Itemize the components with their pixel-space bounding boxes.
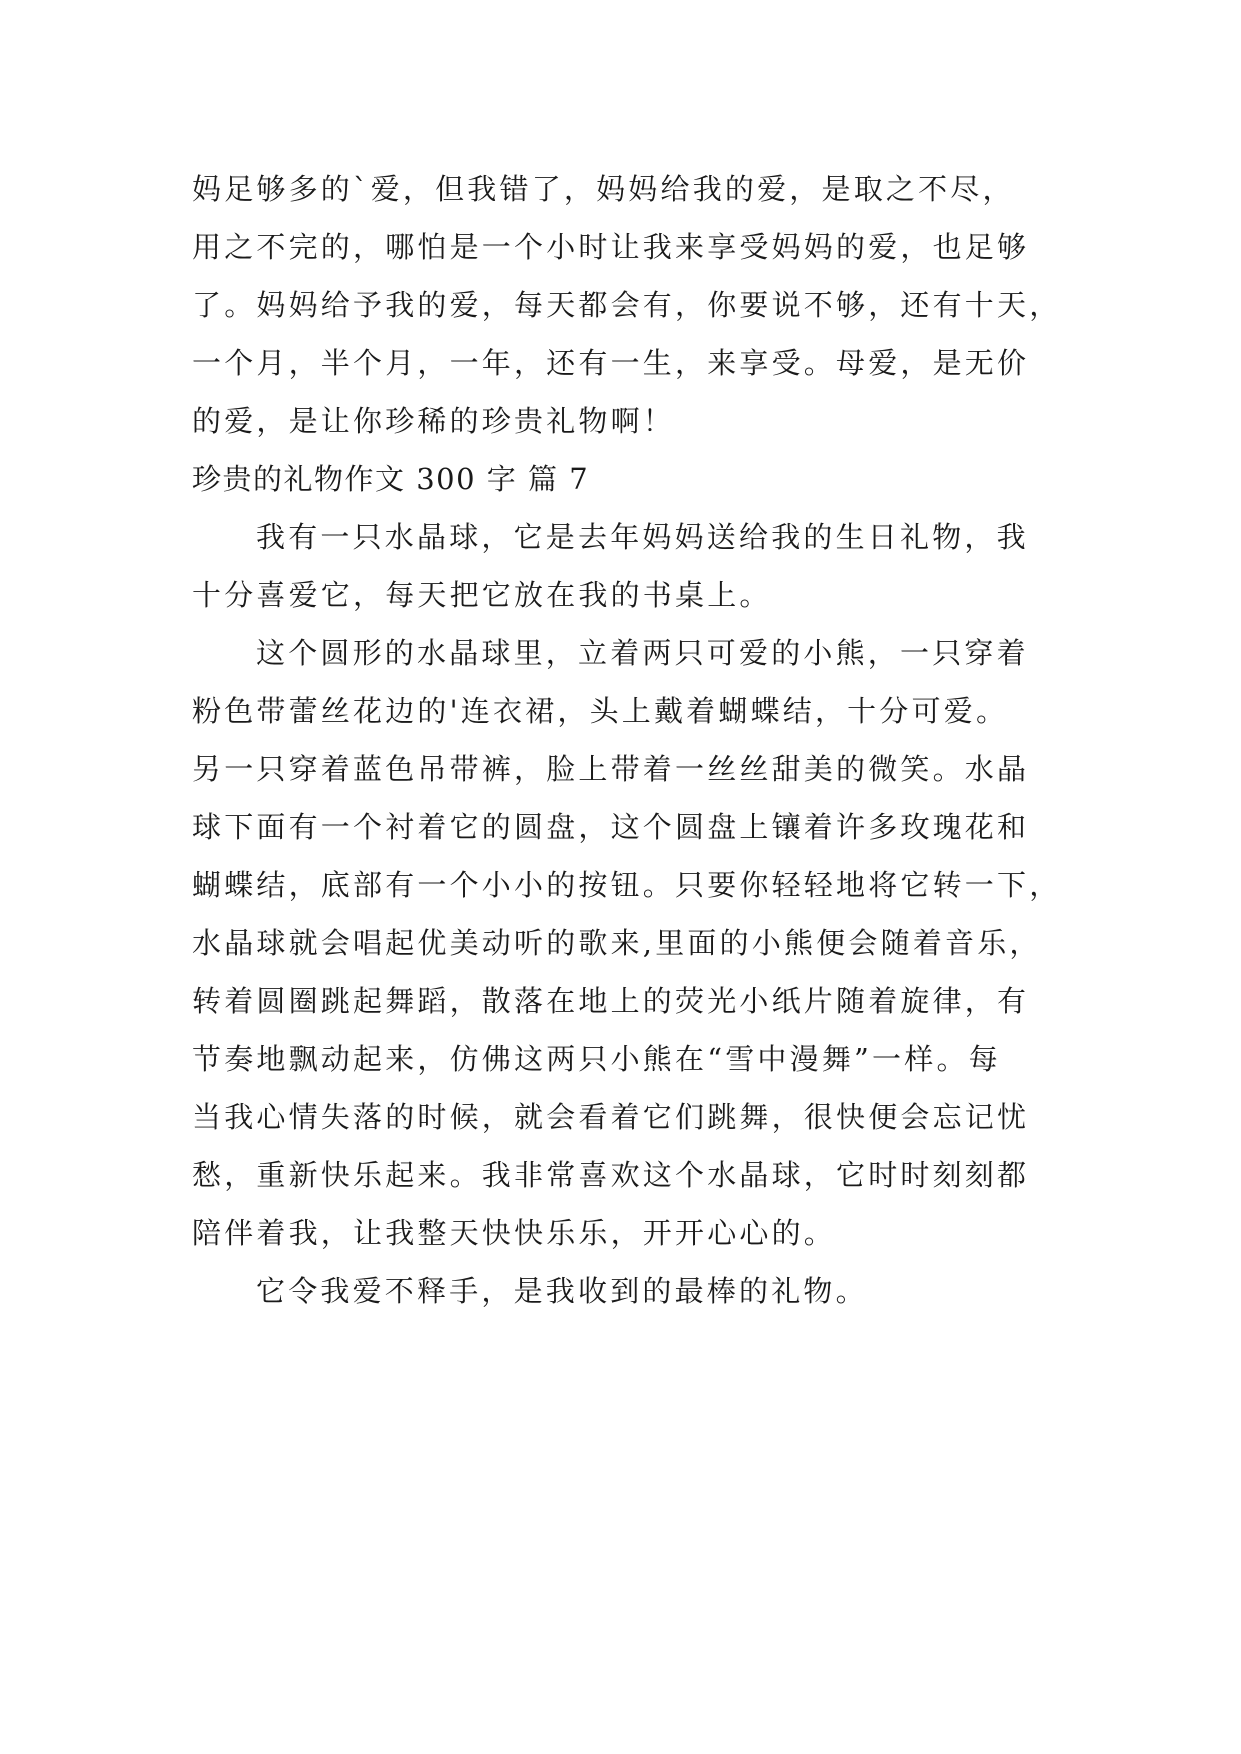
text-line: 转着圆圈跳起舞蹈，散落在地上的荧光小纸片随着旋律，有 (192, 984, 1030, 1018)
text-line: 水晶球就会唱起优美动听的歌来,里面的小熊便会随着音乐， (192, 926, 1042, 960)
text-line: 另一只穿着蓝色吊带裤，脸上带着一丝丝甜美的微笑。水晶 (192, 752, 1030, 786)
document-body (192, 160, 1072, 1320)
paragraph-first-line: 我有一只水晶球，它是去年妈妈送给我的生日礼物，我 (256, 520, 1029, 554)
text-line: 愁，重新快乐起来。我非常喜欢这个水晶球，它时时刻刻都 (192, 1158, 1030, 1192)
section-heading: 珍贵的礼物作文 300 字 篇 7 (192, 462, 590, 496)
text-line: 蝴蝶结，底部有一个小小的按钮。只要你轻轻地将它转一下， (192, 868, 1062, 902)
text-line: 了。妈妈给予我的爱，每天都会有，你要说不够，还有十天， (192, 288, 1062, 322)
text-line: 妈足够多的`爱，但我错了，妈妈给我的爱，是取之不尽， (192, 172, 1015, 206)
text-line: 粉色带蕾丝花边的'连衣裙，头上戴着蝴蝶结，十分可爱。 (192, 694, 1009, 728)
text-line: 节奏地飘动起来，仿佛这两只小熊在“雪中漫舞”一样。每 (192, 1042, 1001, 1076)
text-line: 用之不完的，哪怕是一个小时让我来享受妈妈的爱，也足够 (192, 230, 1030, 264)
text-line: 的爱，是让你珍稀的珍贵礼物啊！ (192, 404, 676, 438)
paragraph-first-line: 这个圆形的水晶球里，立着两只可爱的小熊，一只穿着 (256, 636, 1029, 670)
text-line: 一个月，半个月，一年，还有一生，来享受。母爱，是无价 (192, 346, 1030, 380)
text-line: 陪伴着我，让我整天快快乐乐，开开心心的。 (192, 1216, 837, 1250)
text-line: 球下面有一个衬着它的圆盘，这个圆盘上镶着许多玫瑰花和 (192, 810, 1030, 844)
text-line: 当我心情失落的时候，就会看着它们跳舞，很快便会忘记忧 (192, 1100, 1030, 1134)
text-line: 十分喜爱它，每天把它放在我的书桌上。 (192, 578, 772, 612)
paragraph-first-line: 它令我爱不释手，是我收到的最棒的礼物。 (256, 1274, 868, 1308)
